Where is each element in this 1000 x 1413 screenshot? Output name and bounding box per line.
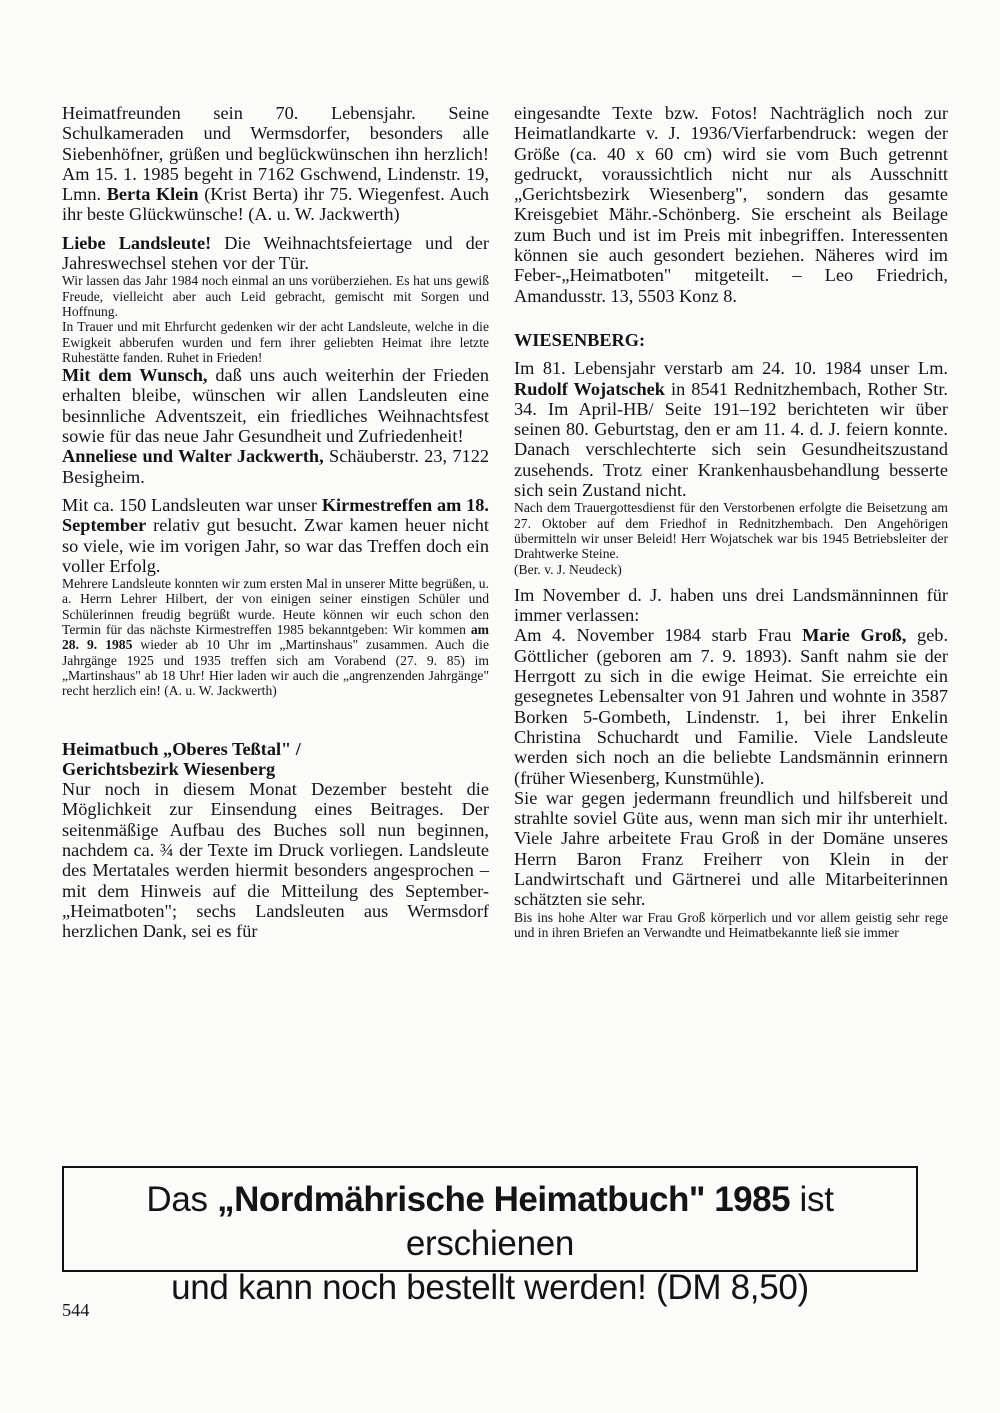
paragraph: Bis ins hohe Alter war Frau Groß körperlich und vor allem geistig sehr rege und in ihren Briefen an Verwandte und Heimatbekannte ließ sie immer [514,909,948,940]
paragraph: eingesandte Texte bzw. Fotos! Nachträglich noch zur Heimatlandkarte v. J. 1936/Vierfarbendruck: wegen der Größe (ca. 40 x 60 cm) wird sie vom Buch getrennt gedruckt, voraussichtlich nicht nur als Ausschnitt „Gerichtsbezirk Wiesenberg", sondern das gesamte Kreisgebiet Mähr.-Schönberg. Sie erscheint als Beilage zum Buch und ist im Preis mit inbegriffen. Interessenten können sie auch gesondert beziehen. Näheres wird im Feber-„Heimatboten" mitgeteilt. – Leo Friedrich, Amandusstr. 13, 5503 Konz 8. [514,103,948,306]
left-column [62,103,489,941]
signature-line: (Ber. v. J. Neudeck) [514,561,622,577]
right-column [514,103,948,940]
paragraph: Anneliese und Walter Jackwerth, Schäuberstr. 23, 7122 Besigheim. [62,446,489,487]
paragraph: Mehrere Landsleute konnten wir zum ersten Mal in unserer Mitte begrüßen, u. a. Herrn Lehrer Hilbert, der von einigen seiner einstigen Schüler und Schülerinnen freudig begrüßt wurde. Heute können wir euch schon den Termin für das nächste Kirmestreffen 1985 bekanntgeben: Wir kommen am 28. 9. 1985 wieder ab 10 Uhr im „Martinshaus" zusammen. Auch die Jahrgänge 1925 und 1935 treffen sich am Vorabend (27. 9. 85) im „Martinshaus" ab 18 Uhr! Hier laden wir auch die „angrenzenden Jahrgänge" recht herzlich ein! (A. u. W. Jackwerth) [62,576,489,699]
paragraph: Sie war gegen jedermann freundlich und hilfsbereit und strahlte soviel Güte aus, wenn man sich mir ihr unterhielt. Viele Jahre arbeitete Frau Groß in der Domäne unseres Herrn Baron Franz Freiherr von Klein in der Landwirtschaft und Gärtnerei und alle Mitarbeiterinnen schätzten sie sehr. [514,787,948,910]
section-heading: WIESENBERG: [514,329,646,350]
paragraph: Im 81. Lebensjahr verstarb am 24. 10. 1984 unser Lm. Rudolf Wojatschek in 8541 Rednitzhembach, Rother Str. 34. Im April-HB/ Seite 191–192 berichteten wir über seinen 80. Geburtstag, den er am 11. 4. d. J. feiern konnte. Danach verschlechterte sich sein Gesundheitszustand zusehends. Trotz einer Krankenhausbehandlung besserte sich sein Zustand nicht. [514,358,948,501]
banner-book-title: „Nordmährische Heimatbuch" 1985 [217,1180,791,1219]
section-heading-line1: Heimatbuch „Oberes Teßtal" / [62,738,301,759]
paragraph: Heimatfreunden sein 70. Lebensjahr. Seine Schulkameraden und Wermsdorfer, besonders alle Siebenhöfner, grüßen und beglückwünschen ihn herzlich! Am 15. 1. 1985 begeht in 7162 Gschwend, Lindenstr. 19, Lmn. Berta Klein (Krist Berta) ihr 75. Wiegenfest. Auch ihr beste Glückwünsche! (A. u. W. Jackwerth) [62,103,489,225]
banner-line2: und kann noch bestellt werden! (DM 8,50) [171,1268,809,1307]
paragraph: In Trauer und mit Ehrfurcht gedenken wir der acht Landsleute, welche in die Ewigkeit abberufen wurden und fern ihrer geliebten Heimat ihre letzte Ruhestätte fanden. Ruhet in Frieden! [62,319,489,365]
paragraph: Am 4. November 1984 starb Frau Marie Groß, geb. Göttlicher (geboren am 7. 9. 1893). Sanft nahm sie der Herrgott zu sich in die ewige Heimat. Sie erreichte ein gesegnetes Lebensalter von 91 Jahren und wohnte in 3587 Borken 5-Gombeth, Lindenstr. 1, bei ihrer Enkelin Christina Schuchardt und Familie. Viele Landsleute werden sich noch an die beliebte Landsmännin erinnern (früher Wiesenberg, Kunstmühle). [514,625,949,788]
banner-line1: Das „Nordmährische Heimatbuch" 1985 ist erschienen [146,1180,834,1263]
paragraph: Im November d. J. haben uns drei Landsmänninnen für immer verlassen: [514,584,948,626]
paragraph: Wir lassen das Jahr 1984 noch einmal an uns vorüberziehen. Es hat uns gewiß Freude, vielleicht aber auch Leid gebracht, gemischt mit Sorgen und Hoffnung. [62,273,489,319]
advertisement-banner [62,1166,918,1307]
section-heading-line2: Gerichtsbezirk Wiesenberg [62,758,276,779]
paragraph: Nur noch in diesem Monat Dezember besteht die Möglichkeit zur Einsendung eines Beitrages. Der seitenmäßige Aufbau des Buches soll nun beginnen, nachdem ca. ¾ der Texte im Druck vorliegen. Landsleute des Mertatales werden hiermit besonders angesprochen – mit dem Hinweis auf die Mitteilung des September-„Heimatboten"; sechs Landsleuten aus Wermsdorf herzlichen Dank, sei es für [62,779,489,942]
paragraph: Liebe Landsleute! Die Weihnachtsfeiertage und der Jahreswechsel stehen vor der Tür. [62,232,489,274]
paragraph: Mit ca. 150 Landsleuten war unser Kirmestreffen am 18. September relativ gut besucht. Zwar kamen heuer nicht so viele, wie im vorigen Jahr, so war das Treffen doch ein voller Erfolg. [62,494,489,576]
paragraph: Mit dem Wunsch, daß uns auch weiterhin der Frieden erhalten bleibe, wünschen wir allen Landsleuten eine besinnliche Adventszeit, ein friedliches Weihnachtsfest sowie für das neue Jahr Gesundheit und Zufriedenheit! [62,365,489,447]
page-number: 544 [62,1300,90,1320]
paragraph: Nach dem Trauergottesdienst für den Verstorbenen erfolgte die Beisetzung am 27. Oktober auf dem Friedhof in Rednitzhembach. Den Angehörigen übermitteln wir unser Beleid! Herr Wojatschek war bis 1945 Betriebsleiter der Drahtwerke Steine. [514,500,948,562]
